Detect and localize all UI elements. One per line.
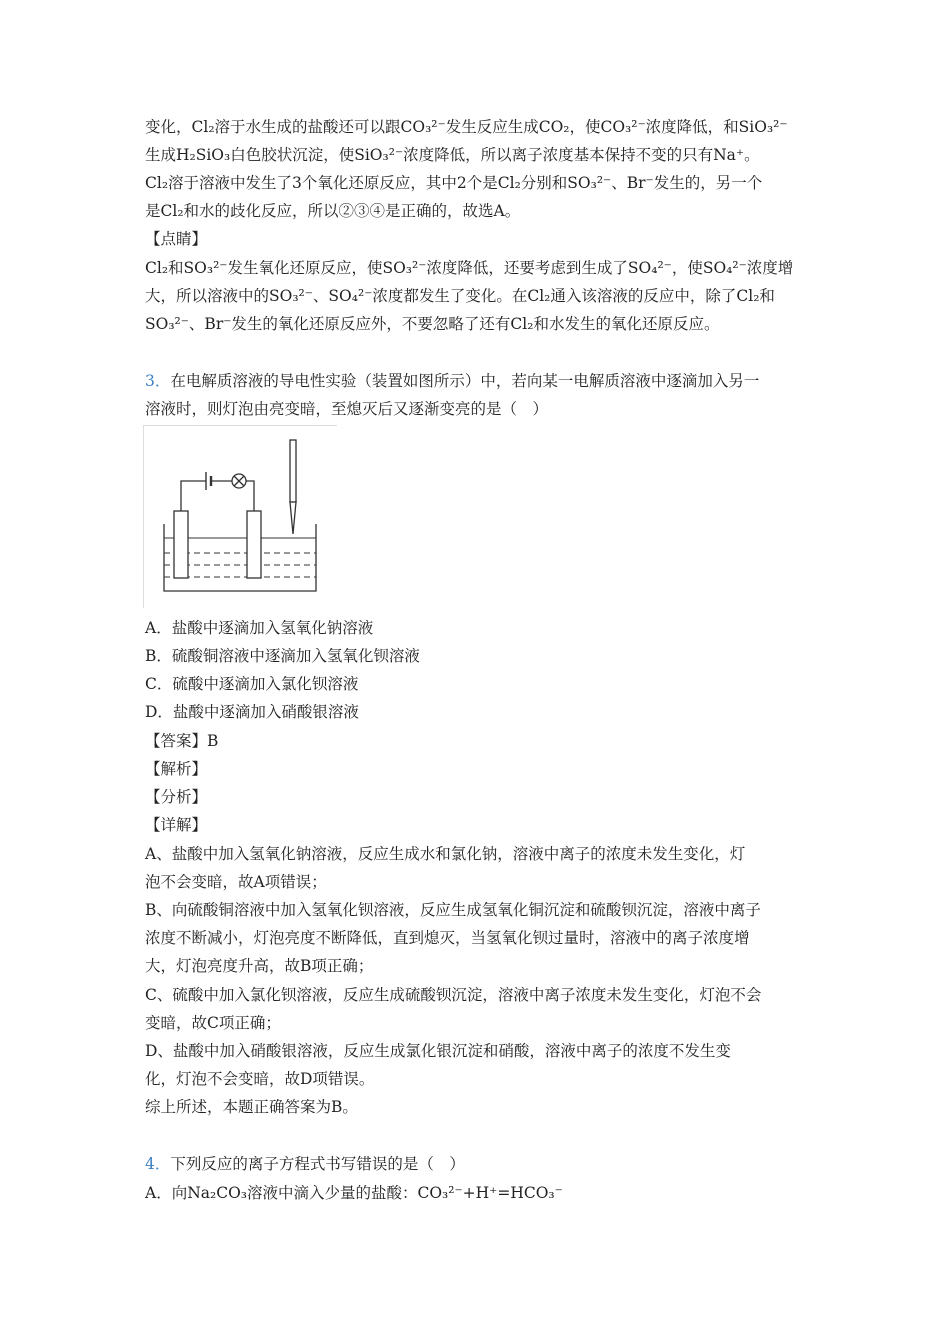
question-number: 4． <box>145 1155 171 1173</box>
text-line: 变化，Cl₂溶于水生成的盐酸还可以跟CO₃²⁻发生反应生成CO₂，使CO₃²⁻浓度降低，和SiO₃²⁻ <box>145 118 788 136</box>
dropper-tube <box>290 440 296 502</box>
explain-line: 化，灯泡不会变暗，故D项错误。 <box>145 1070 375 1088</box>
fenxi-heading: 【分析】 <box>145 788 208 806</box>
question-3-stem-2: 溶液时，则灯泡由亮变暗，至熄灭后又逐渐变亮的是（ ） <box>145 400 549 418</box>
conclusion-line: 综上所述，本题正确答案为B。 <box>145 1098 358 1116</box>
option-d: D．盐酸中逐滴加入硝酸银溶液 <box>145 703 359 721</box>
text-line: 生成H₂SiO₃白色胶状沉淀，使SiO₃²⁻浓度降低，所以离子浓度基本保持不变的只有Na⁺。 <box>145 146 760 164</box>
analysis-heading: 【解析】 <box>145 760 208 778</box>
text-line: SO₃²⁻、Br⁻发生的氧化还原反应外，不要忽略了还有Cl₂和水发生的氧化还原反应。 <box>145 315 720 333</box>
option-c: C．硫酸中逐滴加入氯化钡溶液 <box>145 675 359 693</box>
detail-heading: 【详解】 <box>145 816 208 834</box>
text-line: Cl₂和SO₃²⁻发生氧化还原反应，使SO₃²⁻浓度降低，还要考虑到生成了SO₄²⁻，使SO₄²⁻浓度增 <box>145 259 794 277</box>
explain-line: 大，灯泡亮度升高，故B项正确； <box>145 957 374 975</box>
text-line: 大，所以溶液中的SO₃²⁻、SO₄²⁻浓度都发生了变化。在Cl₂通入该溶液的反应中，除了Cl₂和 <box>145 287 775 305</box>
explain-line: D、盐酸中加入硝酸银溶液，反应生成氯化银沉淀和硝酸，溶液中离子的浓度不发生变 <box>145 1042 731 1060</box>
question-number: 3． <box>145 372 171 390</box>
text-line: Cl₂溶于溶液中发生了3个氧化还原反应，其中2个是Cl₂分别和SO₃²⁻、Br⁻发生的，另一个 <box>145 174 763 192</box>
question-4-option-a: A．向Na₂CO₃溶液中滴入少量的盐酸：CO₃²⁻+H⁺=HCO₃⁻ <box>145 1184 563 1202</box>
right-electrode <box>247 511 261 578</box>
explain-line: 变暗，故C项正确； <box>145 1014 281 1032</box>
question-4-stem: 4．下列反应的离子方程式书写错误的是（ ） <box>145 1155 465 1173</box>
apparatus-diagram <box>144 426 337 608</box>
section-heading: 【点睛】 <box>145 230 208 248</box>
explain-line: C、硫酸中加入氯化钡溶液，反应生成硫酸钡沉淀，溶液中离子浓度未发生变化，灯泡不会 <box>145 986 762 1004</box>
explain-line: 浓度不断减小，灯泡亮度不断降低，直到熄灭，当氢氧化钡过量时，溶液中的离子浓度增 <box>145 929 750 947</box>
conductivity-apparatus-figure <box>143 425 337 608</box>
explain-line: B、向硫酸铜溶液中加入氢氧化钡溶液，反应生成氢氧化铜沉淀和硫酸钡沉淀，溶液中离子 <box>145 901 761 919</box>
explain-line: A、盐酸中加入氢氧化钠溶液，反应生成水和氯化钠，溶液中离子的浓度未发生变化，灯 <box>145 845 746 863</box>
left-electrode <box>174 511 188 578</box>
text-line: 是Cl₂和水的歧化反应，所以②③④是正确的，故选A。 <box>145 202 521 220</box>
option-b: B．硫酸铜溶液中逐滴加入氢氧化钡溶液 <box>145 647 420 665</box>
option-a: A．盐酸中逐滴加入氢氧化钠溶液 <box>145 619 374 637</box>
explain-line: 泡不会变暗，故A项错误； <box>145 873 327 891</box>
dropper-tip <box>290 502 296 534</box>
answer-line: 【答案】B <box>145 732 219 750</box>
question-3-stem: 3．在电解质溶液的导电性实验（装置如图所示）中，若向某一电解质溶液中逐滴加入另一 <box>145 372 760 390</box>
